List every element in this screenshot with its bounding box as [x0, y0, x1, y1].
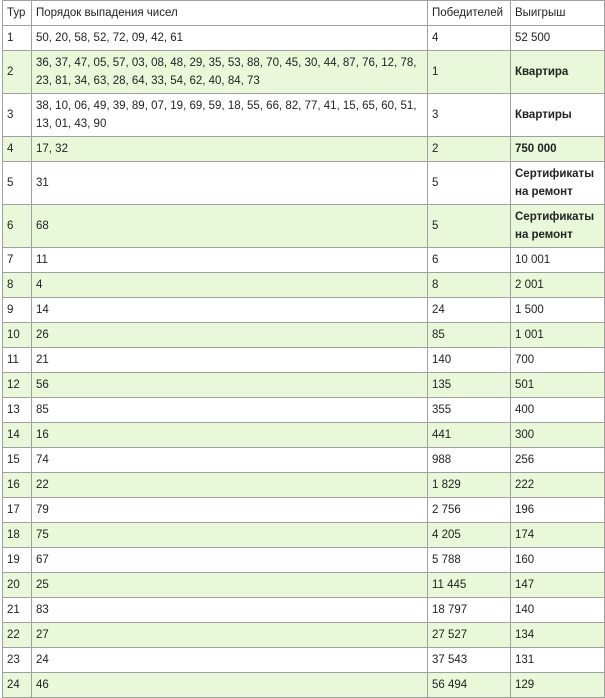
round-cell: 24: [3, 673, 32, 698]
round-cell: 5: [3, 162, 32, 205]
winners-cell: 5 788: [428, 548, 511, 573]
round-cell: 2: [3, 51, 32, 94]
numbers-cell: 16: [32, 423, 428, 448]
prize-cell: 256: [511, 448, 605, 473]
round-cell: 12: [3, 373, 32, 398]
round-cell: 22: [3, 623, 32, 648]
table-row: [3, 448, 605, 473]
prize-cell: 222: [511, 473, 605, 498]
header-round: Тур: [3, 1, 32, 26]
numbers-cell: 56: [32, 373, 428, 398]
winners-cell: 4: [428, 26, 511, 51]
numbers-cell: 14: [32, 298, 428, 323]
numbers-cell: 22: [32, 473, 428, 498]
prize-cell: Сертификаты на ремонт: [511, 205, 605, 248]
round-cell: 16: [3, 473, 32, 498]
round-cell: 6: [3, 205, 32, 248]
prize-cell: 1 500: [511, 298, 605, 323]
prize-cell: Сертификаты на ремонт: [511, 162, 605, 205]
numbers-cell: 25: [32, 573, 428, 598]
table-row: [3, 298, 605, 323]
prize-cell: 140: [511, 598, 605, 623]
table-row: [3, 94, 605, 137]
winners-cell: 1 829: [428, 473, 511, 498]
winners-cell: 5: [428, 205, 511, 248]
winners-cell: 2: [428, 137, 511, 162]
prize-cell: 174: [511, 523, 605, 548]
winners-cell: 3: [428, 94, 511, 137]
prize-cell: 700: [511, 348, 605, 373]
numbers-cell: 46: [32, 673, 428, 698]
numbers-cell: 17, 32: [32, 137, 428, 162]
round-cell: 21: [3, 598, 32, 623]
table-row: [3, 648, 605, 673]
table-row: [3, 498, 605, 523]
numbers-cell: 4: [32, 273, 428, 298]
round-cell: 3: [3, 94, 32, 137]
winners-cell: 27 527: [428, 623, 511, 648]
round-cell: 18: [3, 523, 32, 548]
numbers-cell: 67: [32, 548, 428, 573]
table-row: [3, 548, 605, 573]
winners-cell: 441: [428, 423, 511, 448]
round-cell: 10: [3, 323, 32, 348]
numbers-cell: 50, 20, 58, 52, 72, 09, 42, 61: [32, 26, 428, 51]
round-cell: 4: [3, 137, 32, 162]
round-cell: 11: [3, 348, 32, 373]
header-numbers: Порядок выпадения чисел: [32, 1, 428, 26]
round-cell: 9: [3, 298, 32, 323]
prize-cell: 196: [511, 498, 605, 523]
round-cell: 1: [3, 26, 32, 51]
prize-cell: 400: [511, 398, 605, 423]
numbers-cell: 75: [32, 523, 428, 548]
numbers-cell: 24: [32, 648, 428, 673]
table-row: [3, 523, 605, 548]
numbers-cell: 26: [32, 323, 428, 348]
prize-cell: 300: [511, 423, 605, 448]
numbers-cell: 79: [32, 498, 428, 523]
table-row: [3, 473, 605, 498]
winners-cell: 6: [428, 248, 511, 273]
prize-cell: 52 500: [511, 26, 605, 51]
results-table: [2, 0, 605, 698]
numbers-cell: 68: [32, 205, 428, 248]
prize-cell: 147: [511, 573, 605, 598]
round-cell: 14: [3, 423, 32, 448]
winners-cell: 56 494: [428, 673, 511, 698]
table-row: [3, 323, 605, 348]
numbers-cell: 11: [32, 248, 428, 273]
round-cell: 13: [3, 398, 32, 423]
winners-cell: 140: [428, 348, 511, 373]
round-cell: 15: [3, 448, 32, 473]
winners-cell: 135: [428, 373, 511, 398]
table-row: [3, 573, 605, 598]
table-row: [3, 26, 605, 51]
prize-cell: 10 001: [511, 248, 605, 273]
header-winners: Победителей: [428, 1, 511, 26]
table-row: [3, 398, 605, 423]
numbers-cell: 85: [32, 398, 428, 423]
numbers-cell: 74: [32, 448, 428, 473]
winners-cell: 18 797: [428, 598, 511, 623]
prize-cell: Квартиры: [511, 94, 605, 137]
round-cell: 8: [3, 273, 32, 298]
round-cell: 17: [3, 498, 32, 523]
header-row: [3, 1, 605, 26]
winners-cell: 988: [428, 448, 511, 473]
table-row: [3, 273, 605, 298]
table-row: [3, 348, 605, 373]
winners-cell: 24: [428, 298, 511, 323]
numbers-cell: 27: [32, 623, 428, 648]
prize-cell: 2 001: [511, 273, 605, 298]
winners-cell: 2 756: [428, 498, 511, 523]
winners-cell: 11 445: [428, 573, 511, 598]
round-cell: 23: [3, 648, 32, 673]
prize-cell: 160: [511, 548, 605, 573]
round-cell: 7: [3, 248, 32, 273]
winners-cell: 37 543: [428, 648, 511, 673]
table-row: [3, 623, 605, 648]
round-cell: 19: [3, 548, 32, 573]
numbers-cell: 36, 37, 47, 05, 57, 03, 08, 48, 29, 35, 53, 88, 70, 45, 30, 44, 87, 76, 12, 78, 23, 81, 34, 63, 28, 64, 33, 54, 62, 40, 84, 73: [32, 51, 428, 94]
winners-cell: 355: [428, 398, 511, 423]
numbers-cell: 21: [32, 348, 428, 373]
numbers-cell: 31: [32, 162, 428, 205]
prize-cell: 501: [511, 373, 605, 398]
table-row: [3, 162, 605, 205]
prize-cell: 134: [511, 623, 605, 648]
prize-cell: 131: [511, 648, 605, 673]
numbers-cell: 38, 10, 06, 49, 39, 89, 07, 19, 69, 59, 18, 55, 66, 82, 77, 41, 15, 65, 60, 51, 13, 01, 43, 90: [32, 94, 428, 137]
table-row: [3, 137, 605, 162]
prize-cell: 129: [511, 673, 605, 698]
table-row: [3, 248, 605, 273]
winners-cell: 1: [428, 51, 511, 94]
table-row: [3, 598, 605, 623]
numbers-cell: 83: [32, 598, 428, 623]
round-cell: 20: [3, 573, 32, 598]
winners-cell: 5: [428, 162, 511, 205]
winners-cell: 4 205: [428, 523, 511, 548]
prize-cell: 750 000: [511, 137, 605, 162]
table-row: [3, 373, 605, 398]
table-row: [3, 205, 605, 248]
winners-cell: 8: [428, 273, 511, 298]
table-row: [3, 673, 605, 698]
winners-cell: 85: [428, 323, 511, 348]
table-row: [3, 51, 605, 94]
header-prize: Выигрыш: [511, 1, 605, 26]
table-row: [3, 423, 605, 448]
prize-cell: 1 001: [511, 323, 605, 348]
prize-cell: Квартира: [511, 51, 605, 94]
